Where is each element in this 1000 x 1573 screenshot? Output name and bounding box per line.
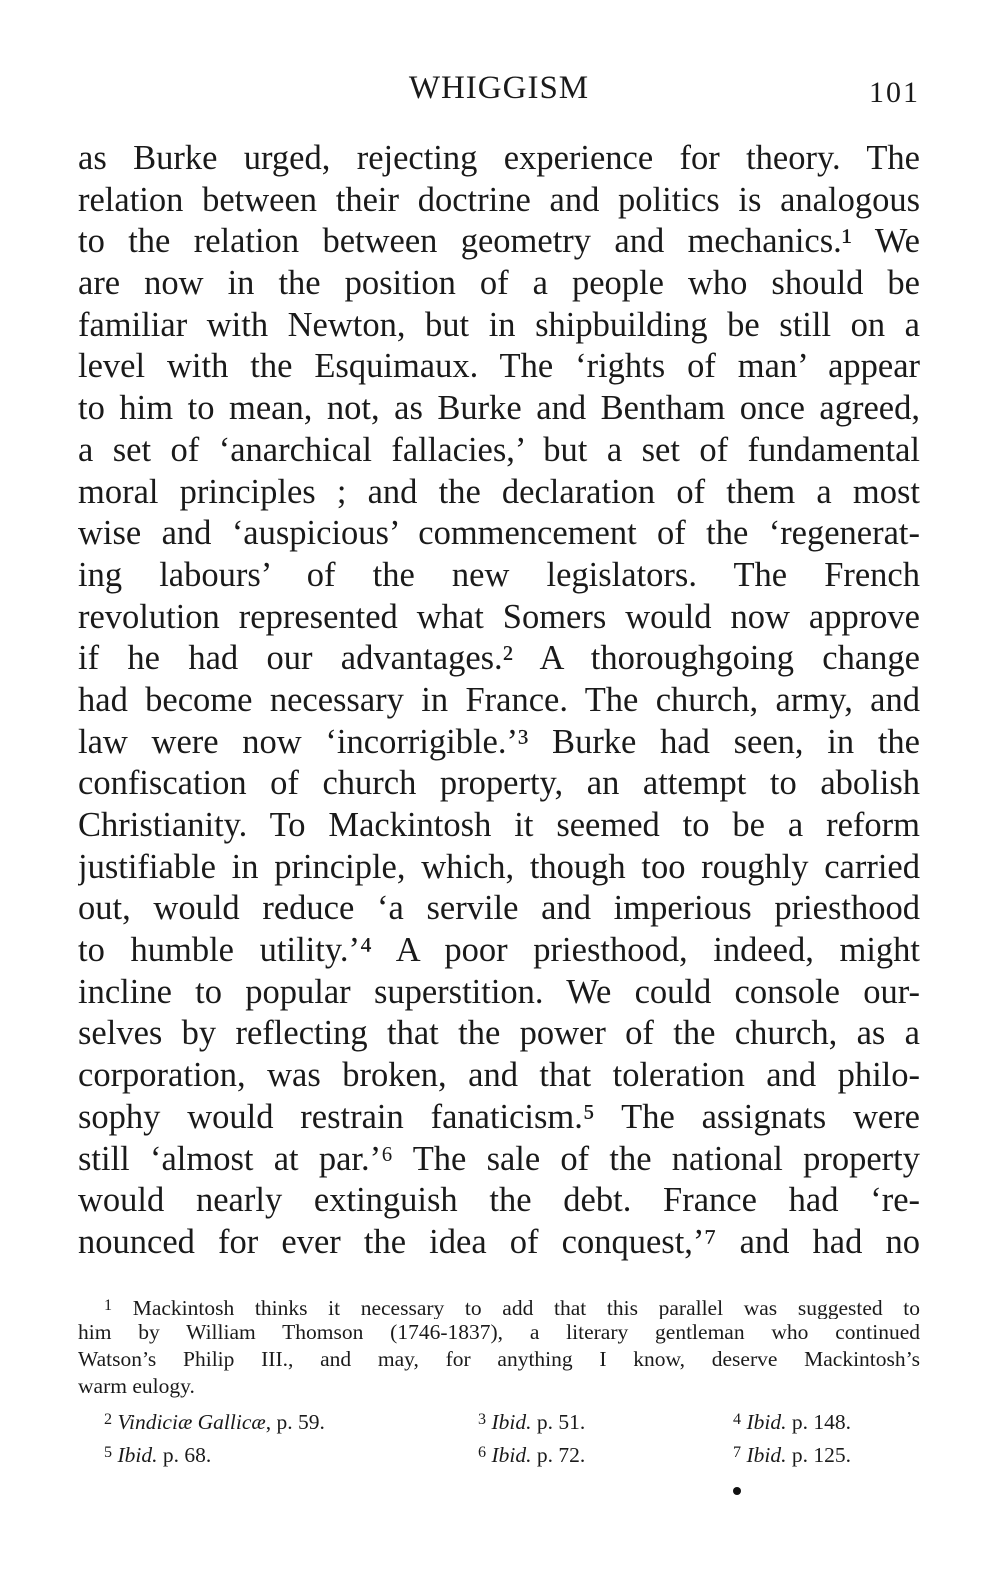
- footnote-number: 1: [104, 1297, 113, 1314]
- body-line: Christianity. To Mackintosh it seemed to be a reform: [78, 806, 920, 844]
- running-head: [78, 68, 920, 114]
- body-line: wise and ‘auspicious’ commencement of the ‘regenerat-: [78, 514, 920, 553]
- body-line: law were now ‘incorrigible.’³ Burke had seen, in the: [78, 722, 920, 761]
- body-line: to him to mean, not, as Burke and Bentham once agreed,: [78, 389, 920, 428]
- body-line: nounced for ever the idea of conquest,’⁷ and had no: [78, 1222, 920, 1261]
- ink-speck: [733, 1487, 741, 1495]
- body-line: incline to popular superstition. We could console our-: [78, 972, 920, 1011]
- body-line: level with the Esquimaux. The ‘rights of man’ appear: [78, 347, 920, 386]
- body-line: justifiable in principle, which, though too roughly carried: [78, 847, 920, 886]
- footnote-ref-4: $^4$ Ibid. p. 148.: [733, 1410, 851, 1434]
- body-line: familiar with Newton, but in shipbuilding be still on a: [78, 305, 920, 344]
- body-line: selves by reflecting that the power of the church, as a: [78, 1014, 920, 1053]
- body-line: to humble utility.’⁴ A poor priesthood, indeed, might: [78, 931, 920, 970]
- body-line: confiscation of church property, an attempt to abolish: [78, 764, 920, 803]
- footnote-ref-3: $^3$ Ibid. p. 51.: [478, 1410, 586, 1434]
- footnote-1: [78, 1292, 920, 1400]
- running-title: WHIGGISM: [408, 70, 590, 106]
- body-line: relation between their doctrine and politics is analogous: [78, 180, 920, 219]
- footnote-line: Watson’s Philip III., and may, for anything I know, deserve Mackintosh’s: [78, 1347, 920, 1371]
- body-line: as Burke urged, rejecting experience for theory. The: [78, 139, 920, 177]
- body-line: moral principles ; and the declaration of them a most: [78, 472, 920, 511]
- footnote-ref-5: $^5$ Ibid. p. 68.: [104, 1443, 212, 1467]
- footnote-ref-7: $^7$ Ibid. p. 125.: [733, 1443, 851, 1467]
- body-line: are now in the position of a people who should be: [78, 264, 920, 303]
- body-text: [78, 138, 920, 1264]
- body-line: would nearly extinguish the debt. France had ‘re-: [78, 1181, 920, 1220]
- footnote-ref-6: $^6$ Ibid. p. 72.: [478, 1443, 586, 1467]
- footnote-refs-row-1: [78, 1410, 920, 1438]
- body-line: ing labours’ of the new legislators. The French: [78, 555, 920, 594]
- body-line: a set of ‘anarchical fallacies,’ but a set of fundamental: [78, 430, 920, 469]
- page-number: 101: [869, 76, 920, 109]
- body-line: sophy would restrain fanaticism.⁵ The assignats were: [78, 1097, 920, 1136]
- footnote-text: Mackintosh thinks it necessary to add that this parallel was suggested to: [132, 1295, 920, 1319]
- footnote-ref-2: $^2$ Vindiciæ Gallicæ, p. 59.: [104, 1410, 325, 1434]
- footnote-refs-row-2: [78, 1443, 920, 1471]
- footnote-line: him by William Thomson (1746-1837), a literary gentleman who continued: [78, 1320, 920, 1344]
- body-line: still ‘almost at par.’⁶ The sale of the national property: [78, 1139, 920, 1178]
- body-line: out, would reduce ‘a servile and imperious priesthood: [78, 889, 920, 928]
- footnote-line: [78, 1292, 920, 1319]
- body-line: had become necessary in France. The church, army, and: [78, 680, 920, 719]
- body-line: if he had our advantages.² A thoroughgoing change: [78, 639, 920, 678]
- body-line: corporation, was broken, and that toleration and philo-: [78, 1056, 920, 1095]
- body-line: revolution represented what Somers would now approve: [78, 597, 920, 636]
- footnote-line: warm eulogy.: [78, 1374, 195, 1398]
- body-line: to the relation between geometry and mechanics.¹ We: [78, 222, 920, 261]
